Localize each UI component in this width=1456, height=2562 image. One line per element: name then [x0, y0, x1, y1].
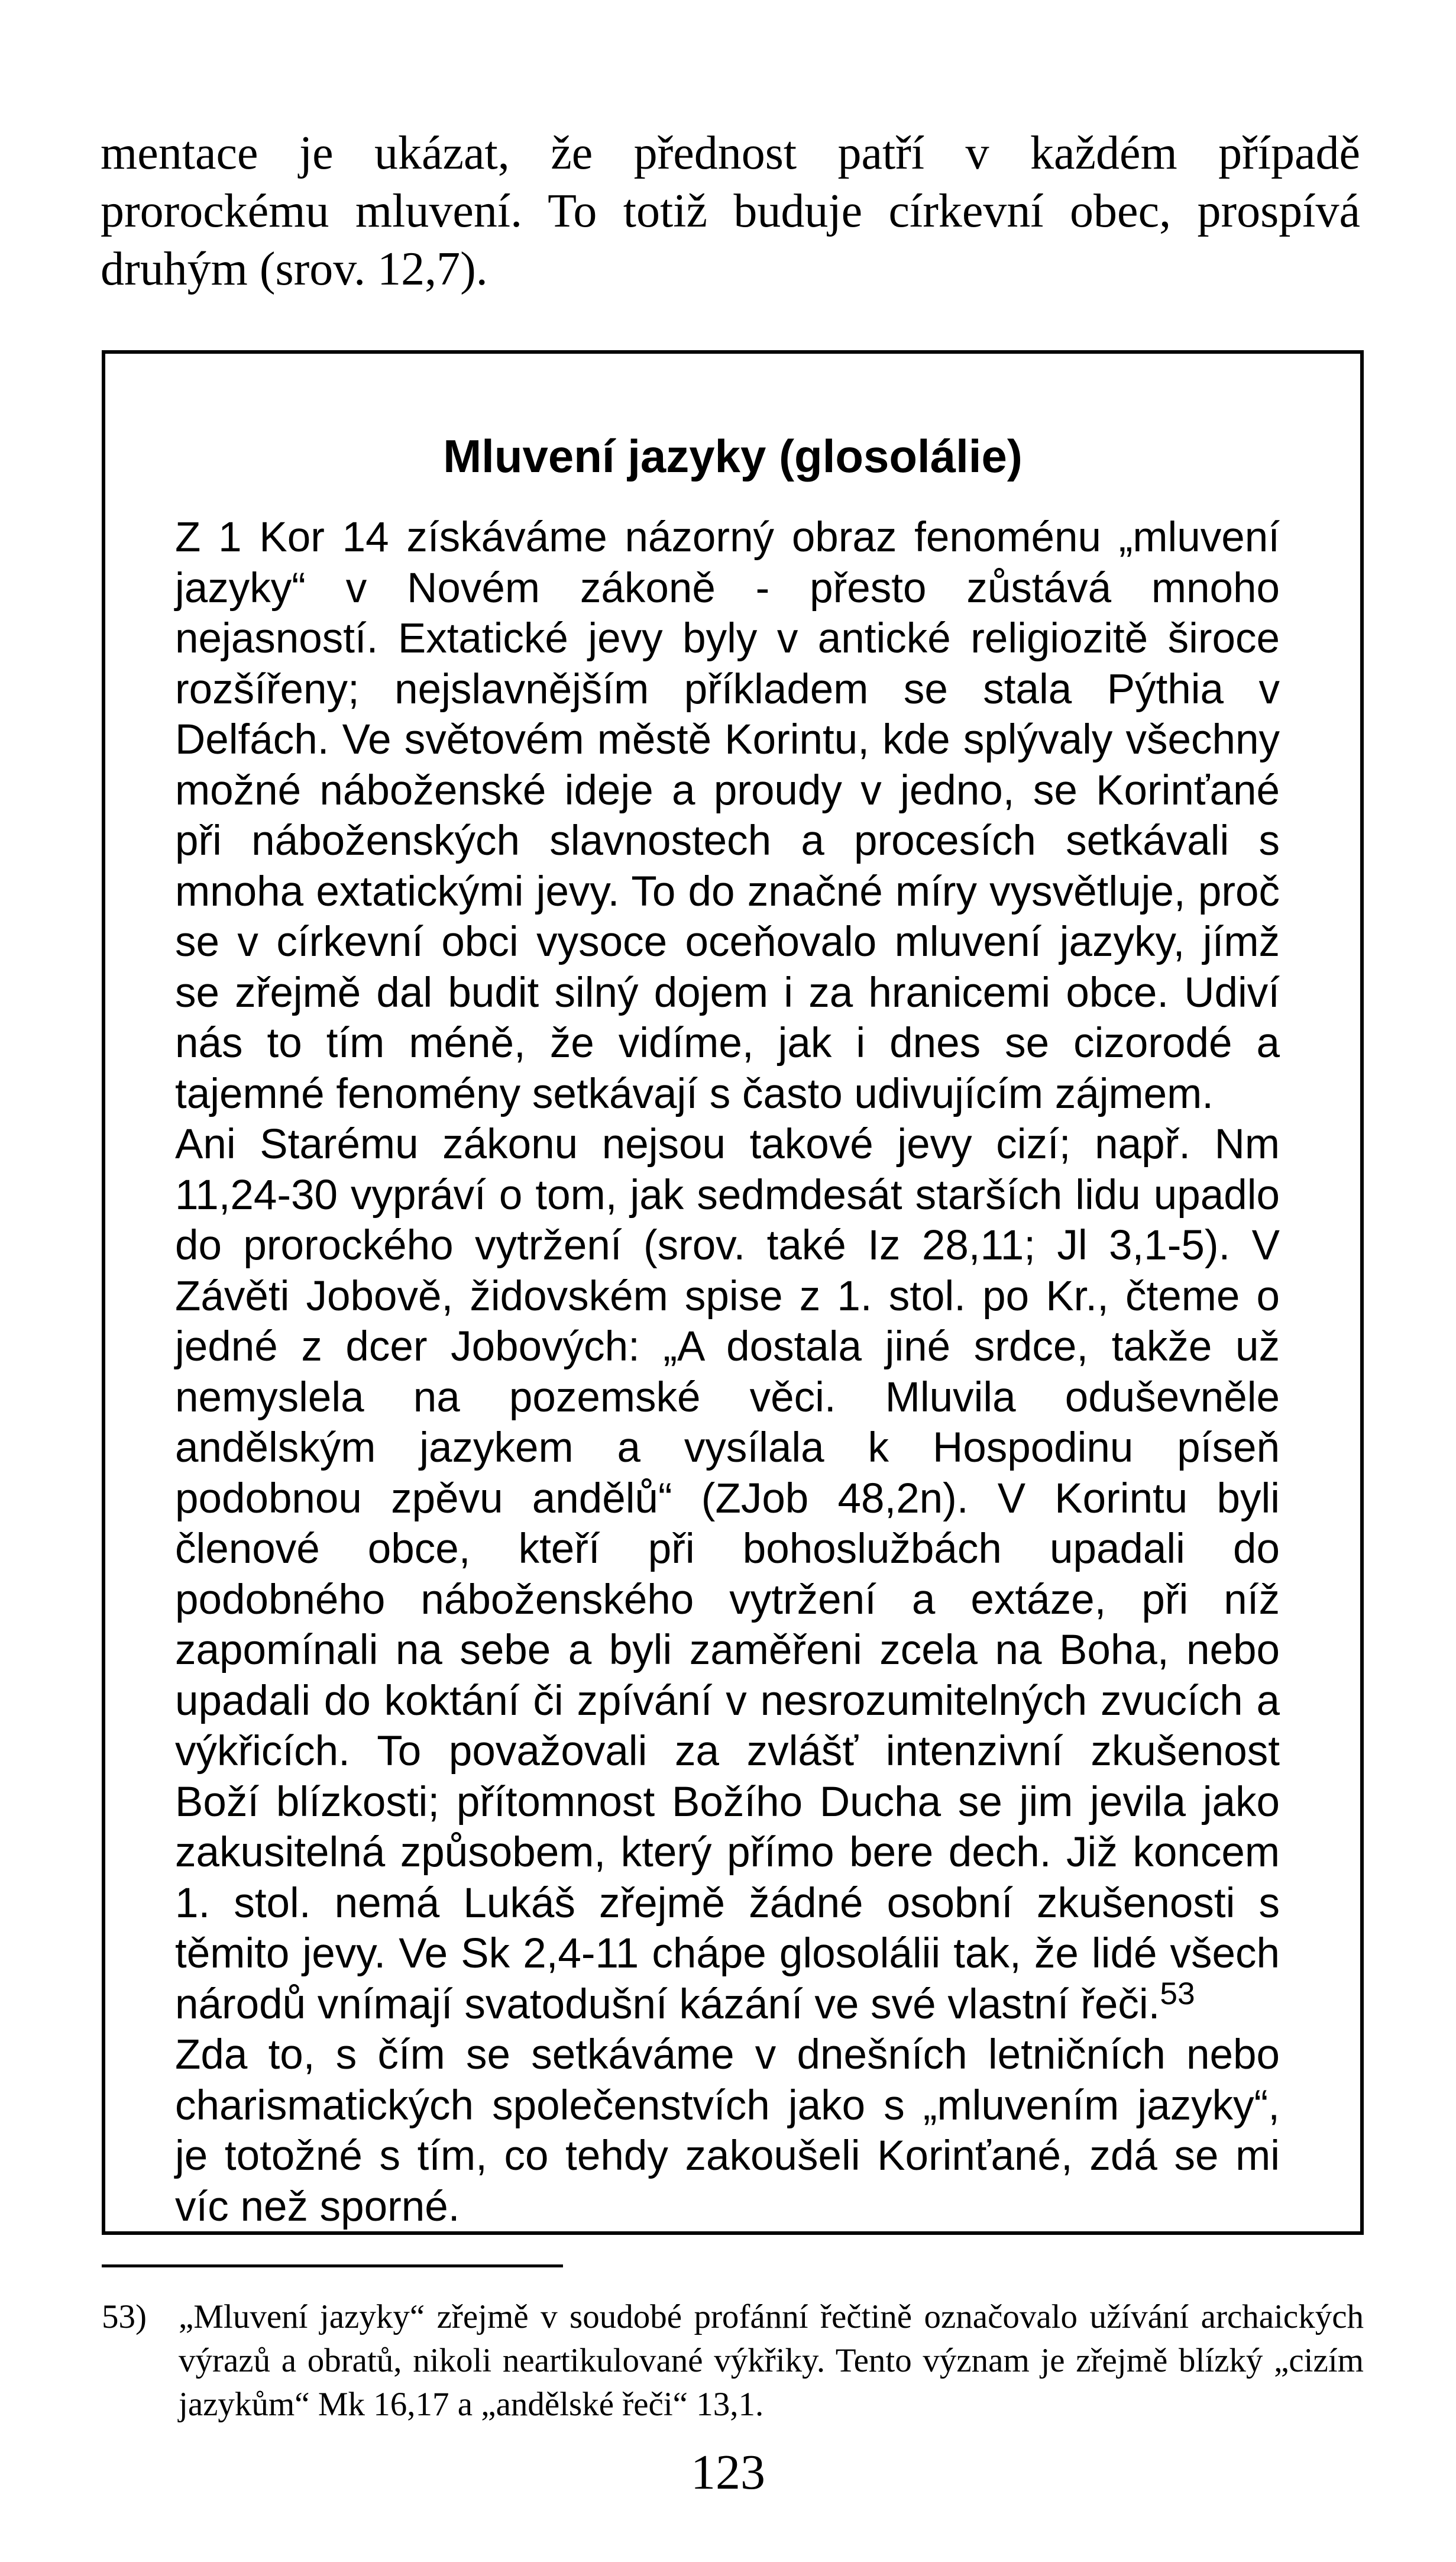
box-paragraph: Zda to, s čím se setkáváme v dnešních letničních nebo charismatických společenstvích jako s „mluvením jazyky“, je totožné s tím, co tehdy zakoušeli Korinťané, zdá se mi víc než sporné.	[175, 2031, 1280, 2230]
footnote-text: „Mluvení jazyky“ zřejmě v soudobé profánní řečtině označovalo užívání archaických výrazů a obratů, nikoli neartikulované výkřiky. Tento význam je zřejmě blízký „cizím jazykům“ Mk 16,17 a „andělské řeči“ 13,1.	[179, 2298, 1364, 2423]
box-paragraph-text: Ani Starému zákonu nejsou takové jevy cizí; např. Nm 11,24-30 vypráví o tom, jak sedmdesát starších lidu upadlo do prorockého vytržení (srov. také Iz 28,11; Jl 3,1-5). V Závěti Jobově, židovském spise z 1. stol. po Kr., čteme o jedné z dcer Jobových: „A dostala jiné srdce, takže už nemyslela na pozemské věci. Mluvila oduševněle andělským jazykem a vysílala k Hospodinu píseň podobnou zpěvu andělů“ (ZJob 48,2n). V Korintu byli členové obce, kteří při bohoslužbách upadali do podobného náboženského vytržení a extáze, při níž zapomínali na sebe a byli zaměřeni zcela na Boha, nebo upadali do koktání či zpívání v nesrozumitelných zvucích a výkřicích. To považovali za zvlášť intenzivní zkušenost Boží blízkosti; přítomnost Božího Ducha se jim jevila jako zakusitelná způsobem, který přímo bere dech. Již koncem 1. stol. nemá Lukáš zřejmě žádné osobní zkušenosti s těmito jevy. Ve Sk 2,4-11 chápe glosolálii tak, že lidé všech národů vnímají svatodušní kázání ve své vlastní řeči.	[175, 1121, 1280, 2028]
box-title: Mluvení jazyky (glosolálie)	[443, 430, 1023, 482]
footnote	[102, 2295, 1364, 2427]
box-body	[175, 512, 1280, 2232]
footnote-number: 53)	[102, 2298, 147, 2335]
footnote-reference[interactable]: 53	[1160, 1976, 1195, 2011]
footnote-divider	[102, 2264, 563, 2267]
intro-paragraph: mentace je ukázat, že přednost patří v každém případě prorockému mluvení. To totiž buduje církevní obec, prospívá druhým (srov. 12,7).	[101, 127, 1360, 295]
box-paragraph	[175, 1119, 1280, 2030]
box-paragraph: Z 1 Kor 14 získáváme názorný obraz fenoménu „mluvení jazyky“ v Novém zákoně - přesto zůstává mnoho nejasností. Extatické jevy byly v antické religiozitě široce rozšířeny; nejslavnějším příkladem se stala Pýthia v Delfách. Ve světovém městě Korintu, kde splývaly všechny možné náboženské ideje a proudy v jedno, se Korinťané při náboženských slavnostech a procesích setkávali s mnoha extatickými jevy. To do značné míry vysvětluje, proč se v církevní obci vysoce oceňovalo mluvení jazyky, jímž se zřejmě dal budit silný dojem i za hranicemi obce. Udiví nás to tím méně, že vidíme, jak i dnes se cizorodé a tajemné fenomény setkávají s často udivujícím zájmem.	[175, 514, 1280, 1117]
page-number: 123	[691, 2445, 765, 2500]
glossolalia-sidebar-box	[102, 350, 1364, 2235]
